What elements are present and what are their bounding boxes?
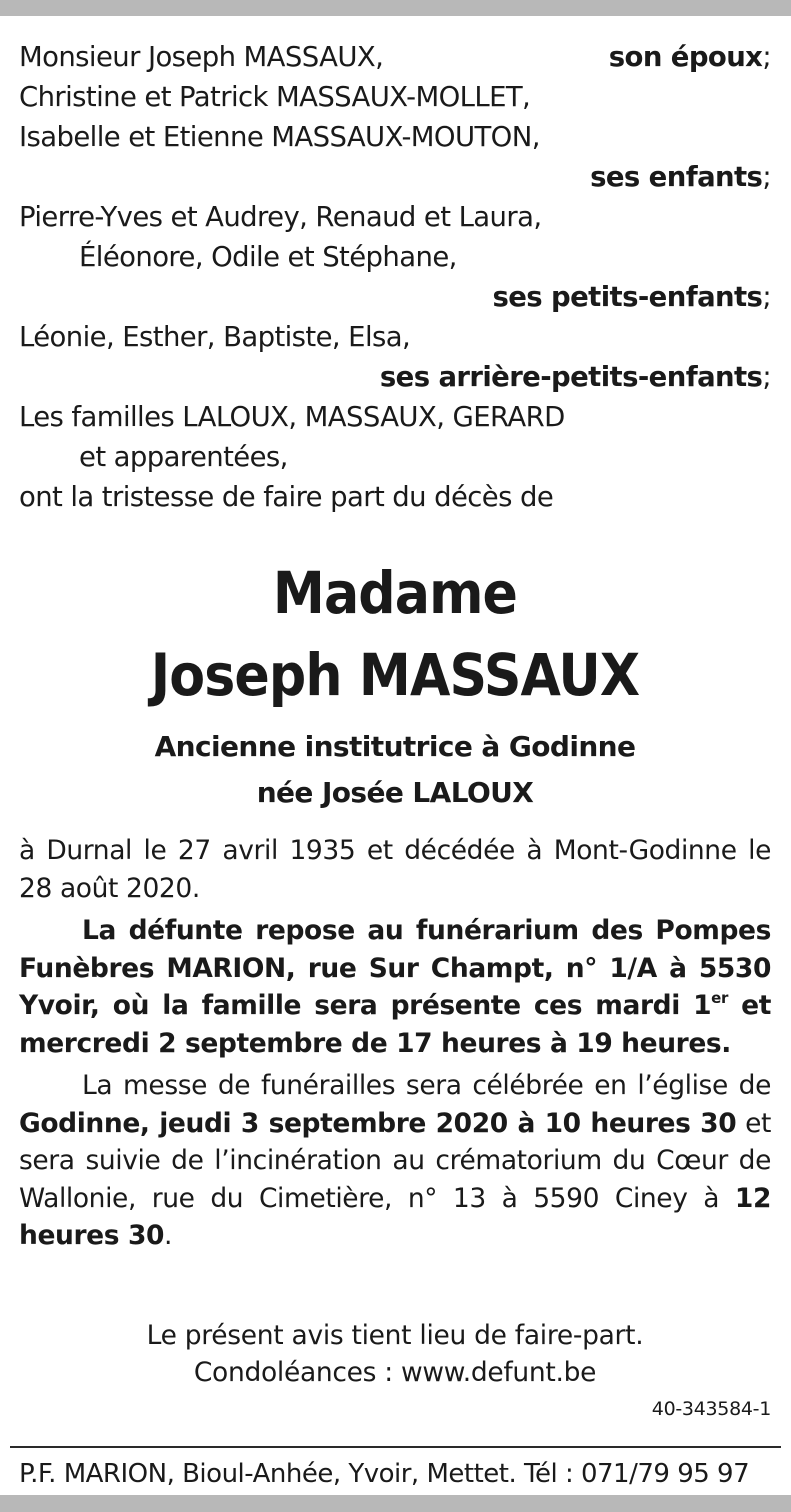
notice-text: Le présent avis tient lieu de faire-part. [146, 1319, 644, 1351]
spouse-name: Monsieur Joseph MASSAUX, [19, 41, 384, 73]
children-line-1: Christine et Patrick MASSAUX-MOLLET, [19, 81, 531, 113]
repose-paragraph [19, 912, 771, 1062]
mass-text-2: et sera suivie de l’incinération au crématorium du Cœur de Wallonie, rue du Cimetière, n° 13 à 5590 Ciney à [19, 1107, 771, 1214]
separator: ; [762, 281, 771, 313]
greatgrandchildren-role: ses arrière-petits-enfants [379, 361, 763, 393]
families-line-1: Les familles LALOUX, MASSAUX, GERARD [19, 401, 565, 433]
deceased-profession: Ancienne institutrice à Godinne [154, 730, 636, 763]
funeral-home-footer: P.F. MARION, Bioul-Anhée, Yvoir, Mettet. Tél : 071/79 95 97 [19, 1459, 750, 1489]
mass-date: Godinne, jeudi 3 septembre 2020 à 10 heures 30 [19, 1107, 737, 1139]
separator: ; [762, 41, 771, 73]
mass-text-1: La messe de funérailles sera célébrée en l’église de [82, 1070, 771, 1101]
mass-end: . [164, 1220, 173, 1251]
birth-death-text: à Durnal le 27 avril 1935 et décédée à Mont-Godinne le 28 août 2020. [19, 835, 771, 904]
deceased-maiden-name: née Josée LALOUX [256, 776, 534, 809]
separator: ; [762, 161, 771, 193]
repose-text-2: et mercredi 2 septembre de 17 heures à 19 heures. [19, 990, 771, 1059]
spouse-row [19, 37, 771, 77]
grandchildren-line-2: Éléonore, Odile et Stéphane, [79, 241, 457, 273]
footer-divider [10, 1446, 781, 1448]
grandchildren-line-1: Pierre-Yves et Audrey, Renaud et Laura, [19, 201, 542, 233]
reference-number: 40-343584-1 [651, 1397, 771, 1420]
repose-text-1: La défunte repose au funérarium des Pompes Funèbres MARION, rue Sur Champt, n° 1/A à 5530 Yvoir, où la famille sera présente ces mardi 1 [19, 915, 771, 1021]
cremation-time: 12 heures 30 [19, 1182, 771, 1251]
repose-superscript: er [711, 989, 728, 1007]
condolences-text[interactable]: Condoléances : www.defunt.be [193, 1356, 597, 1388]
obituary-content [19, 37, 771, 1421]
children-role: ses enfants [590, 161, 763, 193]
separator: ; [762, 361, 771, 393]
top-border-bar [0, 0, 791, 16]
children-line-2: Isabelle et Etienne MASSAUX-MOUTON, [19, 121, 540, 153]
deceased-title-line-1: Madame [272, 559, 518, 627]
mass-paragraph [19, 1067, 771, 1255]
deceased-title-line-2: Joseph MASSAUX [150, 641, 640, 709]
bottom-border-bar [0, 1495, 791, 1512]
spouse-role: son époux [608, 41, 763, 73]
greatgrandchildren-line-1: Léonie, Esther, Baptiste, Elsa, [19, 321, 411, 353]
families-line-2: et apparentées, [79, 441, 288, 473]
announcement-text: ont la tristesse de faire part du décès de [19, 481, 554, 513]
grandchildren-role: ses petits-enfants [492, 281, 763, 313]
